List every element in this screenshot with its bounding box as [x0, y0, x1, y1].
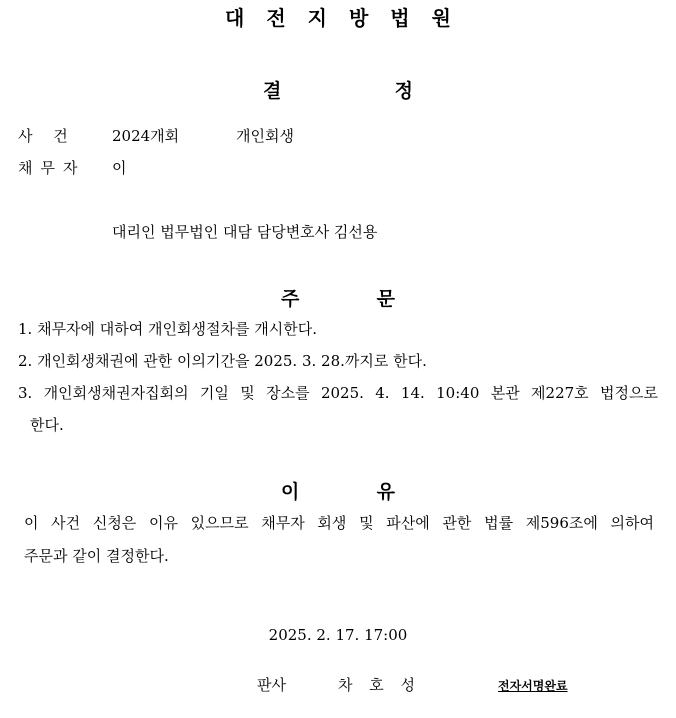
order-item-3-cont: 한다. — [30, 416, 64, 434]
decision-title-char-2: 정 — [394, 80, 413, 102]
case-name: 개인회생 — [236, 127, 294, 145]
case-label: 사 건 — [18, 127, 76, 145]
judge-name: 차 호 성 — [338, 676, 422, 694]
order-item-1: 1. 채무자에 대하여 개인회생절차를 개시한다. — [18, 320, 317, 338]
order-item-3: 3. 개인회생채권자집회의 기일 및 장소를 2025. 4. 14. 10:40 본관 제227호 법정으로 — [18, 384, 658, 402]
debtor-label: 채무자 — [18, 159, 86, 177]
reason-title-char-2: 유 — [376, 481, 395, 503]
reason-title-char-1: 이 — [281, 481, 300, 503]
order-title-char-2: 문 — [376, 288, 395, 310]
debtor-name: 이 — [112, 159, 127, 177]
representative: 대리인 법무법인 대담 담당변호사 김선용 — [112, 223, 378, 241]
decision-date: 2025. 2. 17. 17:00 — [268, 626, 408, 644]
decision-title — [0, 76, 676, 103]
decision-title-char-1: 결 — [263, 80, 282, 102]
case-number: 2024개회 — [112, 127, 180, 145]
order-title — [0, 284, 676, 311]
order-title-char-1: 주 — [281, 288, 300, 310]
court-name: 대전지방법원 — [225, 6, 473, 30]
judge-title: 판사 — [257, 676, 286, 694]
reason-line-2: 주문과 같이 결정한다. — [24, 547, 169, 565]
reason-title — [0, 477, 676, 504]
order-item-2: 2. 개인회생채권에 관한 이의기간을 2025. 3. 28.까지로 한다. — [18, 352, 427, 370]
reason-line-1: 이 사건 신청은 이유 있으므로 채무자 회생 및 파산에 관한 법률 제596조에 의하여 — [24, 514, 654, 532]
electronic-signature: 전자서명완료 — [498, 679, 568, 693]
